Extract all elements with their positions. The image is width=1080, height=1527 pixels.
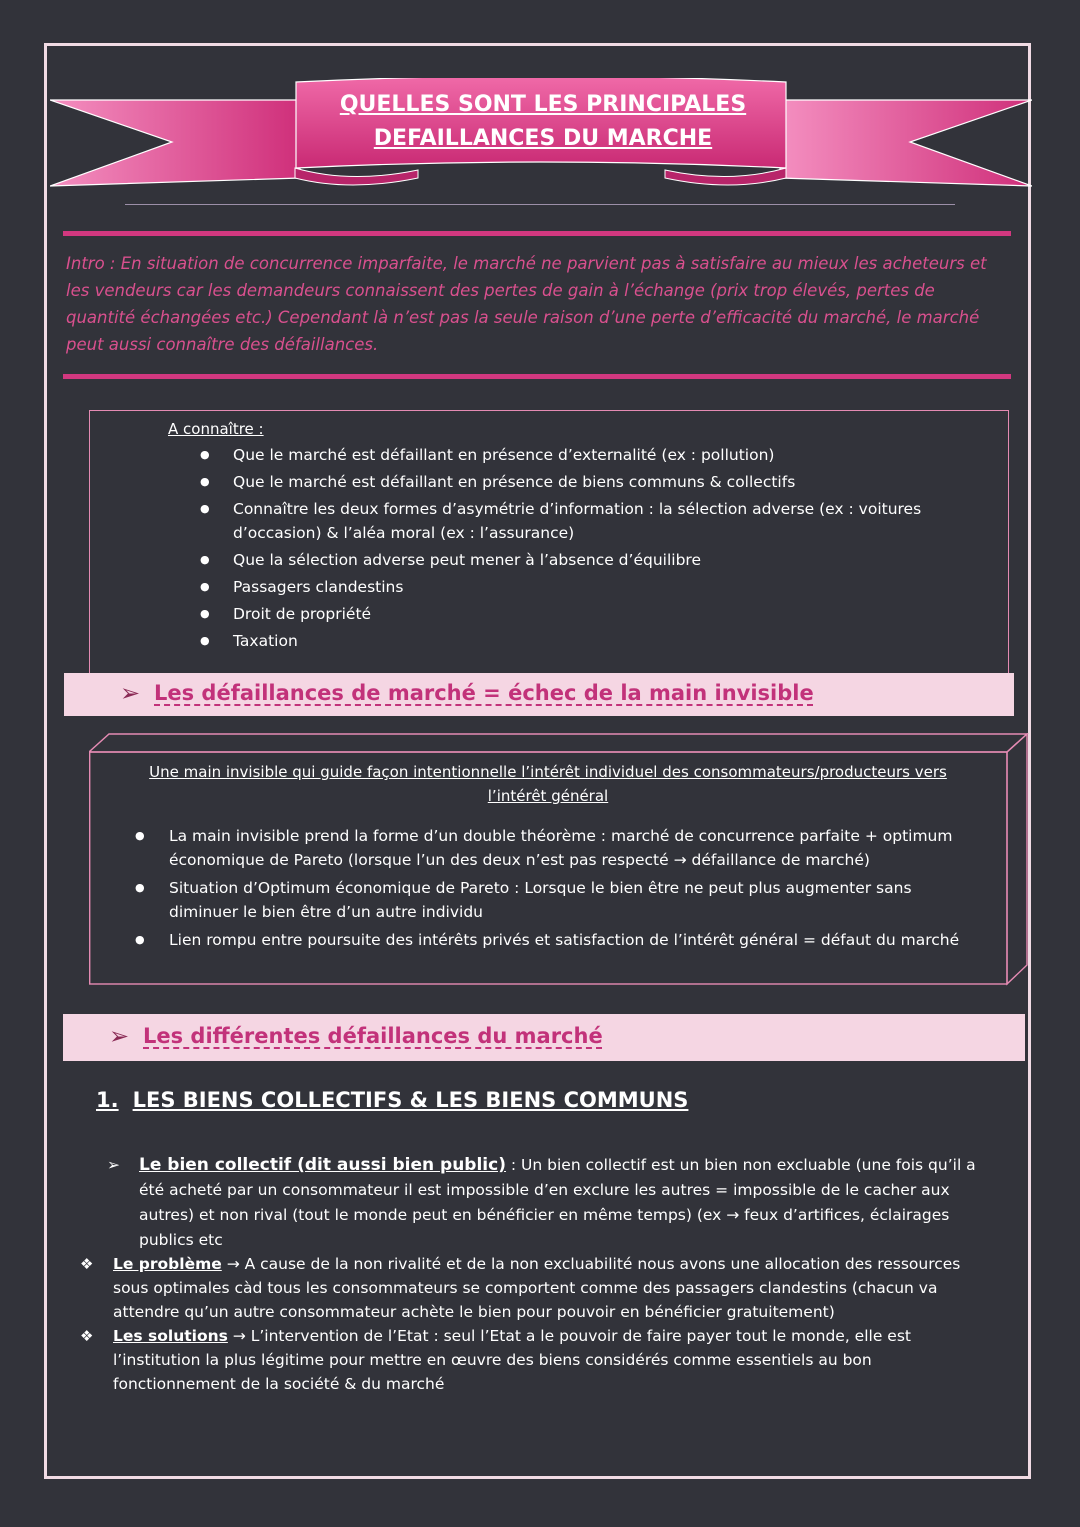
title-line-2: DEFAILLANCES DU MARCHE: [373, 126, 713, 151]
diamond-bullet-icon: ❖: [80, 1327, 94, 1345]
intro-top-rule: [63, 231, 1011, 236]
solutions-term: Les solutions: [113, 1327, 228, 1345]
list-item: ● La main invisible prend la forme d’un double théorème : marché de concurrence parfaite + optimum économique de Pareto (lorsque l’un des deux n’est pas respecté → défaillance de marché): [135, 824, 985, 872]
diamond-bullet-icon: ❖: [80, 1255, 94, 1273]
list-item: ● Taxation: [200, 629, 1000, 653]
heading-main-invisible: [64, 673, 1014, 716]
probleme-text: → A cause de la non rivalité et de la non excluabilité nous avons une allocation des ressources sous optimales càd tous les consommateurs se comportent comme des passagers clandestins (chacun va attendre qu’un autre consommateur achète le bien pour pouvoir en bénéficier gratuitement): [113, 1255, 961, 1321]
list-item: ● Connaître les deux formes d’asymétrie d’information : la sélection adverse (ex : voitures d’occasion) & l’aléa moral (ex : l’assurance): [200, 497, 1000, 545]
probleme-item: [80, 1252, 980, 1324]
intro-paragraph: Intro : En situation de concurrence imparfaite, le marché ne parvient pas à satisfaire au mieux les acheteurs et les vendeurs car les demandeurs connaissent des pertes de gain à l’échange (prix trop élevés, pertes de quantité échangées etc.) Cependant là n’est pas la seule raison d’une perte d’efficacité du marché, le marché peut aussi connaître des défaillances.: [66, 254, 987, 354]
list-item: ● Que le marché est défaillant en présence de biens communs & collectifs: [200, 470, 1000, 494]
arrow-icon: ➢: [107, 1156, 120, 1174]
page-title: [300, 88, 786, 156]
divider: [125, 204, 955, 205]
section-1-title: [96, 1088, 688, 1112]
bien-collectif-definition: [107, 1153, 977, 1253]
arrow-icon: ➢: [120, 679, 141, 707]
bien-collectif-text: : Un bien collectif est un bien non excluable (une fois qu’il a été acheté par un consommateur il est impossible d’en exclure les autres = impossible de le cacher aux autres) et non rival (tout le monde peut en bénéficier en même temps) (ex → feux d’artifices, éclairages publics etc: [139, 1156, 976, 1249]
solutions-text: → L’intervention de l’Etat : seul l’Etat a le pouvoir de faire payer tout le monde, elle est l’institution la plus légitime pour mettre en œuvre des biens considérés comme essentiels au bon fonctionnement de la société & du marché: [113, 1327, 911, 1393]
heading-defaillances: [63, 1014, 1025, 1061]
list-item: ● Que la sélection adverse peut mener à l’absence d’équilibre: [200, 548, 1000, 572]
list-item: ● Que le marché est défaillant en présence d’externalité (ex : pollution): [200, 443, 1000, 467]
list-item: ● Passagers clandestins: [200, 575, 1000, 599]
section-number: 1.: [96, 1088, 119, 1112]
heading-main-invisible-text: Les défaillances de marché = échec de la main invisible: [154, 681, 814, 705]
list-item: ● Lien rompu entre poursuite des intérêts privés et satisfaction de l’intérêt général = défaut du marché: [135, 928, 985, 952]
title-line-1: QUELLES SONT LES PRINCIPALES: [339, 92, 747, 117]
a-connaitre-title: A connaître :: [168, 420, 264, 438]
a-connaitre-list: [200, 443, 1000, 656]
list-item: ● Droit de propriété: [200, 602, 1000, 626]
main-invisible-list: [135, 824, 985, 956]
probleme-term: Le problème: [113, 1255, 222, 1273]
main-invisible-definition: Une main invisible qui guide façon intentionnelle l’intérêt individuel des consommateurs/producteurs vers l’intérêt général: [149, 763, 947, 805]
list-item: ● Situation d’Optimum économique de Pareto : Lorsque le bien être ne peut plus augmenter sans diminuer le bien être d’un autre individu: [135, 876, 985, 924]
intro-bottom-rule: [63, 374, 1011, 379]
heading-defaillances-text: Les différentes défaillances du marché: [143, 1024, 603, 1048]
probleme-solutions: [80, 1252, 980, 1396]
bien-collectif-term: Le bien collectif (dit aussi bien public): [139, 1155, 506, 1175]
solutions-item: [80, 1324, 980, 1396]
section-title-text: LES BIENS COLLECTIFS & LES BIENS COMMUNS: [132, 1088, 689, 1112]
arrow-icon: ➢: [109, 1022, 130, 1050]
